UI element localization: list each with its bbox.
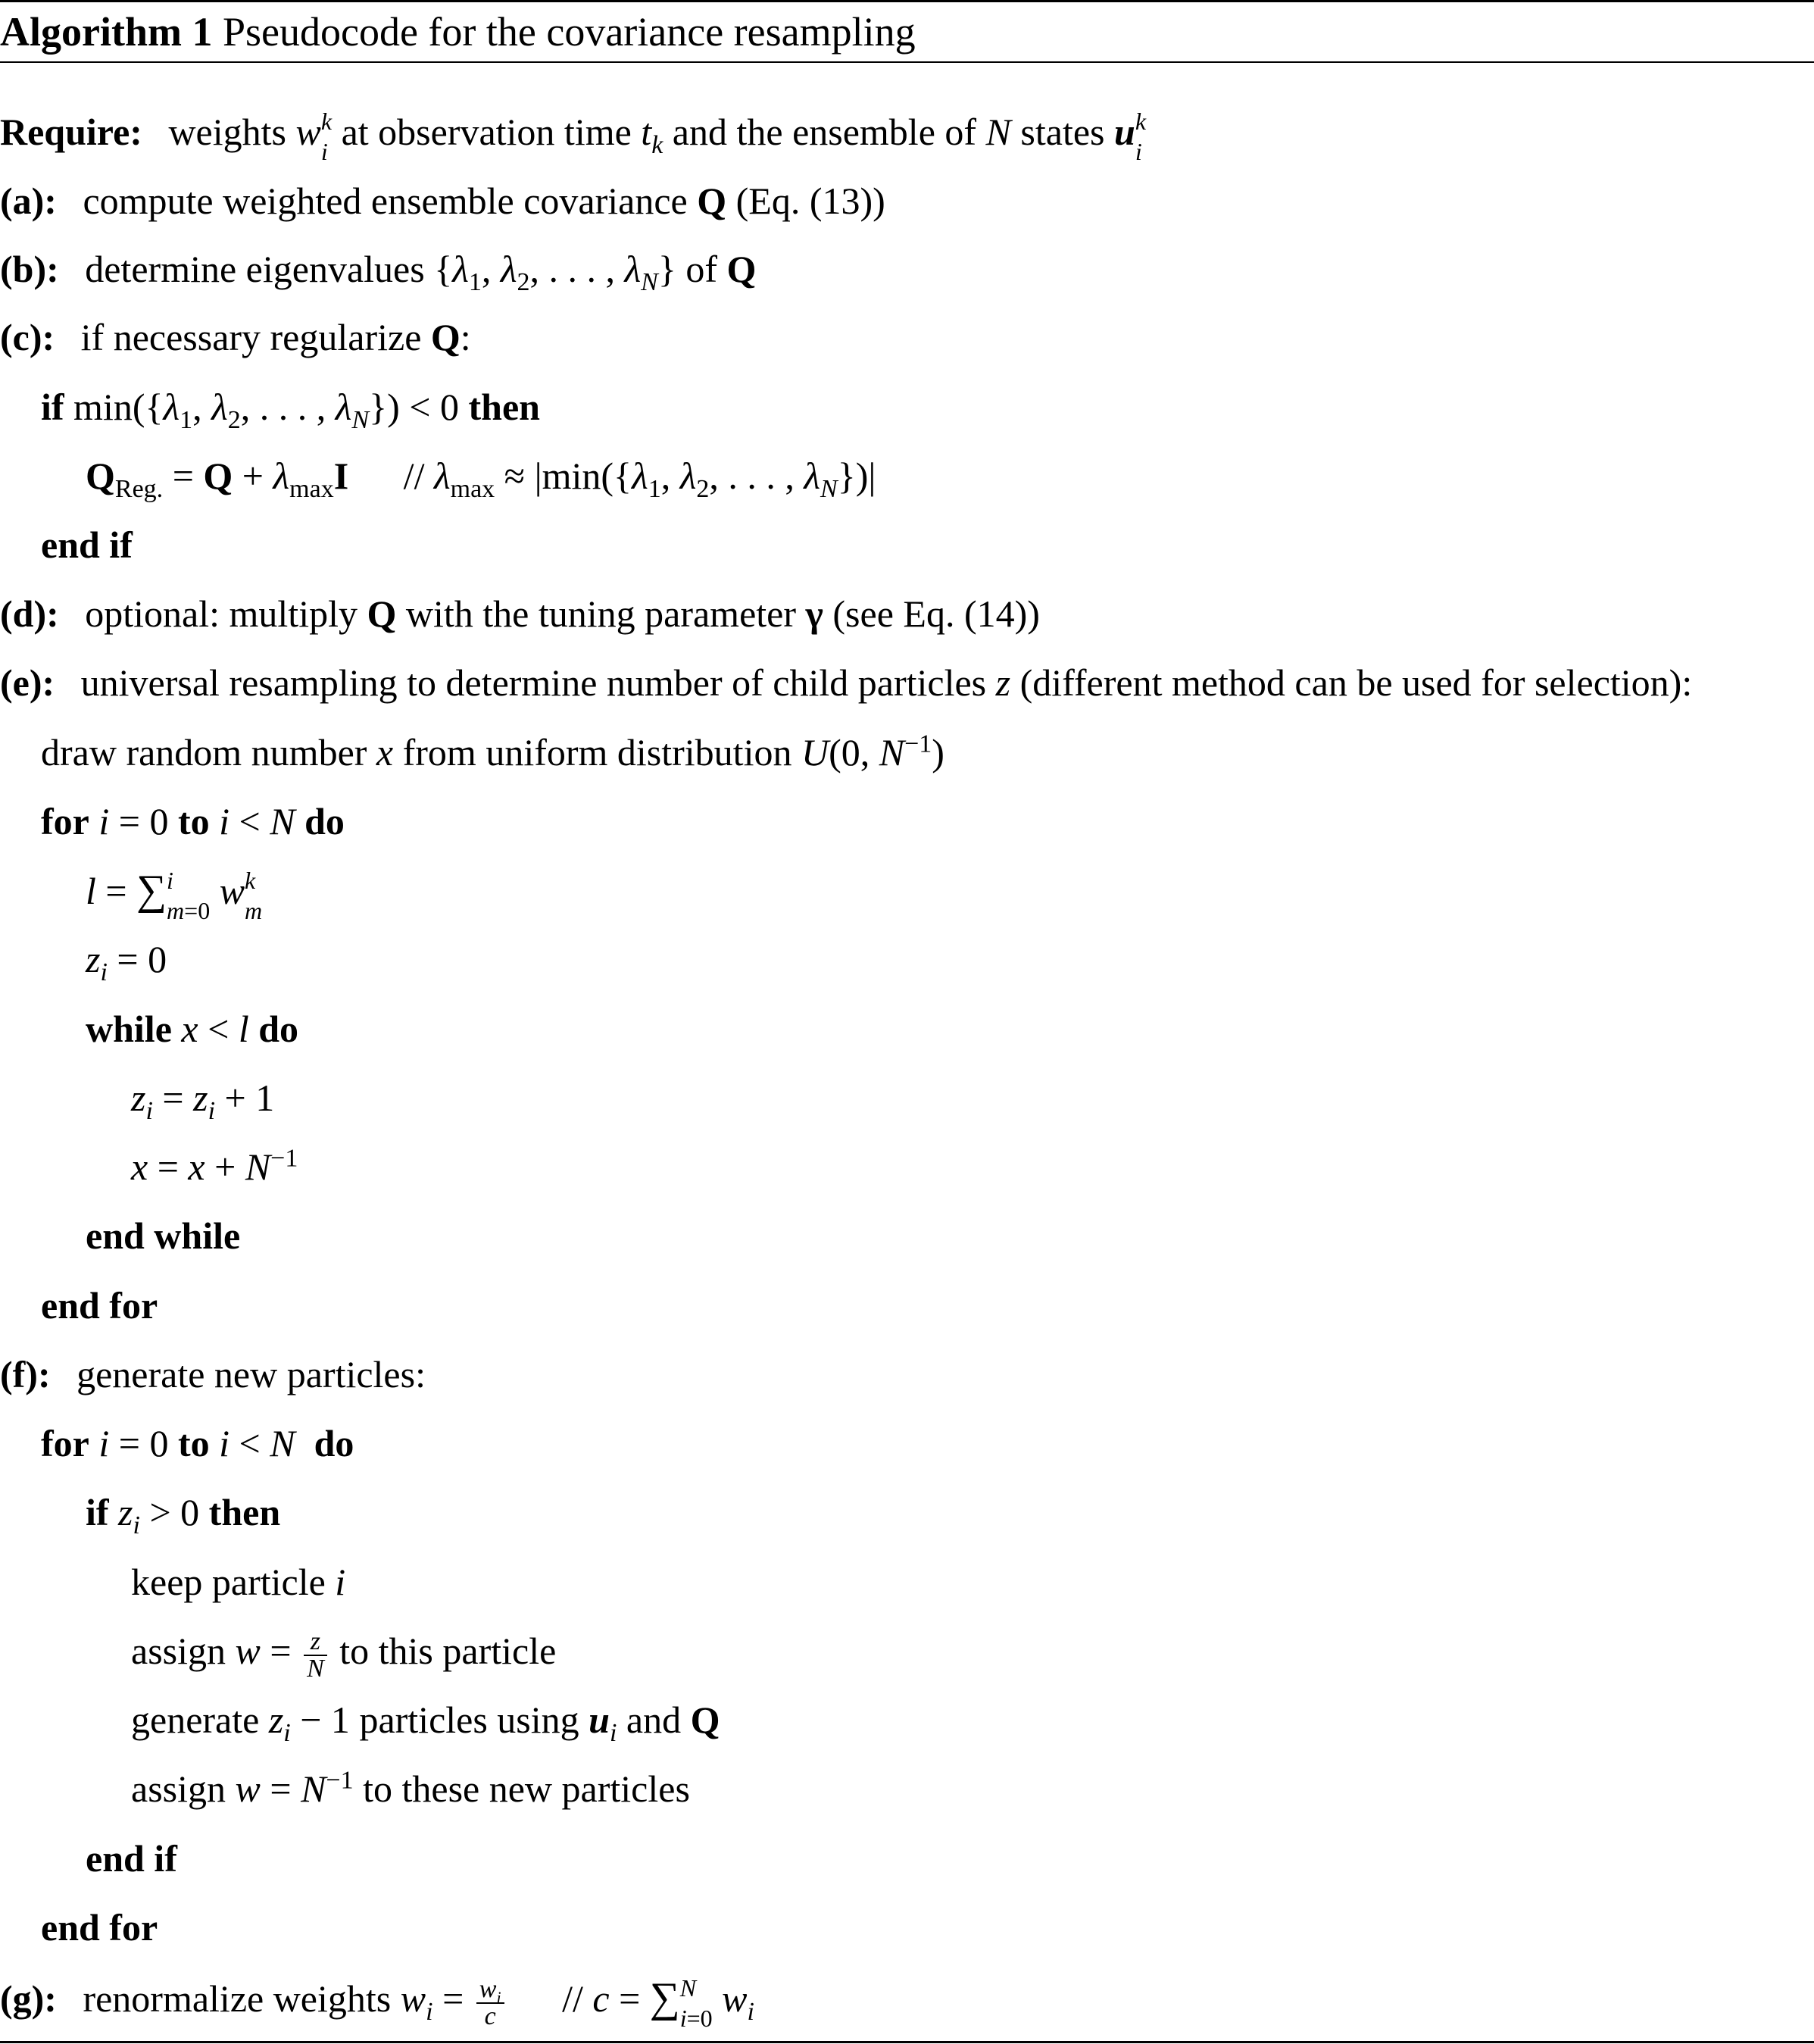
line-if-z: if $z_i > 0$ then: [86, 1491, 281, 1539]
keyword: to: [177, 1422, 210, 1464]
step-label: (c):: [0, 316, 55, 358]
line-l-sum: l = ∑ i m=0 w k m: [86, 866, 263, 924]
keyword: do: [314, 1422, 354, 1464]
bottom-rule: [0, 2041, 1814, 2043]
text: (see Eq. (14)): [832, 592, 1040, 635]
text: (different method can be used for selection):: [1019, 661, 1693, 704]
text: draw random number: [41, 731, 367, 774]
keyword: end if: [41, 524, 133, 566]
line-assign-1: assign w = $\frac{z}{N}$ to this particle: [131, 1627, 557, 1683]
line-for-1: for i = 0 to i < N do: [41, 800, 345, 842]
text: and: [626, 1699, 682, 1741]
line-require: Require: weights w k i at observation time $t_k$ and the ensemble of N states u k i: [0, 107, 1147, 165]
text: if necessary regularize: [80, 316, 422, 358]
text: :: [460, 316, 471, 358]
line-if-min: if $\min(\{\lambda_1$, $\lambda_2$, . . . , $\lambda_N\}) < 0$ then: [41, 386, 540, 434]
text: states: [1020, 111, 1105, 153]
line-b: (b): determine eigenvalues {$\lambda_1$, $\lambda_2$, . . . , $\lambda_N$} of Q: [0, 248, 757, 296]
text: of: [685, 248, 717, 290]
caption-rule: [0, 61, 1814, 63]
text: and the ensemble of: [672, 111, 977, 153]
line-c: (c): if necessary regularize Q:: [0, 316, 471, 358]
keyword: while: [86, 1008, 172, 1050]
line-z-inc: $z_i = z_i + 1$: [131, 1077, 275, 1125]
keyword: end while: [86, 1214, 241, 1257]
keyword: do: [258, 1008, 299, 1050]
line-e: (e): universal resampling to determine number of child particles z (different method can be used for selection):: [0, 661, 1693, 704]
algorithm-caption: [0, 5, 916, 59]
text: particles using: [359, 1699, 579, 1741]
require-label: Require:: [0, 111, 142, 153]
top-rule: [0, 0, 1814, 2]
line-z-init: $z_i = 0$: [86, 938, 167, 986]
line-g: (g): renormalize weights $w_i$ = $\frac{w_i}{c}$ // c = ∑ N i=0 $w_i$: [0, 1974, 754, 2032]
line-end-for-1: [41, 1275, 158, 1336]
keyword: then: [208, 1491, 281, 1533]
text: optional: multiply: [85, 592, 357, 635]
line-x-inc: $x = x + N^{-1}$: [131, 1144, 298, 1188]
text: universal resampling to determine number of child particles: [80, 661, 987, 704]
step-label: (b):: [0, 248, 59, 290]
line-assign-2: assign $w = N^{-1}$ to these new particles: [131, 1766, 690, 1810]
line-end-while: [86, 1205, 240, 1266]
step-label: (d):: [0, 592, 59, 635]
keyword: for: [41, 800, 89, 842]
line-regularize: $Q_{Reg.} = Q + \lambda_{max}I // \lambda_{max} \approx |\min(\{\lambda_1$, $\lambda_2$, . . . , $\lambda_N\})|$: [86, 455, 876, 503]
line-a: (a): compute weighted ensemble covariance Q (Eq. (13)): [0, 180, 885, 222]
subscript: Reg.: [114, 475, 164, 503]
caption-label: Algorithm 1: [0, 9, 213, 55]
keyword: if: [86, 1491, 109, 1533]
text: compute weighted ensemble covariance: [83, 180, 688, 222]
keyword: end if: [86, 1837, 177, 1880]
text: assign: [131, 1630, 226, 1672]
text: (Eq. (13)): [735, 180, 885, 222]
line-for-2: for i = 0 to i < N do: [41, 1422, 354, 1464]
caption-title: Pseudocode for the covariance resampling: [222, 9, 916, 55]
step-label: (e):: [0, 661, 55, 704]
step-label: (g):: [0, 1977, 57, 2020]
text: with the tuning parameter: [405, 592, 797, 635]
line-end-if: [41, 514, 133, 575]
step-label: (f):: [0, 1353, 51, 1395]
keyword: end for: [41, 1906, 158, 1949]
line-d: (d): optional: multiply Q with the tuning parameter γ (see Eq. (14)): [0, 592, 1040, 635]
line-end-for-2: [41, 1897, 158, 1958]
keyword: to: [177, 800, 210, 842]
line-f: [0, 1344, 426, 1405]
line-generate: generate $z_i - 1$ particles using $u_i$ and Q: [131, 1699, 720, 1747]
subscript: max: [450, 475, 495, 503]
line-keep: keep particle i: [131, 1561, 346, 1603]
text: to these new particles: [363, 1767, 690, 1810]
line-end-if-2: [86, 1828, 177, 1889]
line-while: while x < l do: [86, 1008, 299, 1050]
subscript: max: [289, 475, 334, 503]
text: from uniform distribution: [402, 731, 792, 774]
keyword: if: [41, 386, 64, 428]
keyword: do: [304, 800, 345, 842]
step-label: (a):: [0, 180, 57, 222]
keyword: then: [468, 386, 540, 428]
text: weights: [168, 111, 286, 153]
text: generate: [131, 1699, 260, 1741]
text: at observation time: [341, 111, 632, 153]
keyword: for: [41, 1422, 89, 1464]
keyword: end for: [41, 1284, 158, 1327]
text: to this particle: [339, 1630, 557, 1672]
text: keep particle: [131, 1561, 326, 1603]
line-draw: draw random number x from uniform distribution U(0, $N^{-1}$): [41, 730, 944, 774]
text: assign: [131, 1767, 226, 1810]
comment-marker: //: [562, 1977, 583, 2020]
text: renormalize weights: [83, 1977, 392, 2020]
text: determine eigenvalues: [85, 248, 425, 290]
text: generate new particles:: [76, 1353, 426, 1395]
comment-marker: //: [403, 455, 425, 497]
